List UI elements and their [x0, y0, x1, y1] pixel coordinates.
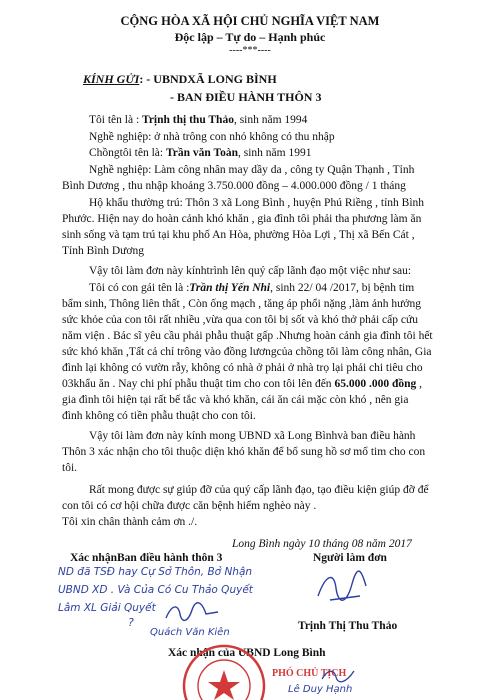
applicant-sign-name: Trịnh Thị Thu Thảo	[298, 620, 398, 632]
husband-occupation-l2: Bình Dương , thu nhập khoảng 3.750.000 đồng – 4.000.000 đồng / 1 tháng	[62, 180, 406, 192]
handwritten-note-l4: ?	[128, 616, 134, 629]
plea-l1: Vậy tôi làm đơn này kính mong UBND xã Long Bìnhvà ban điều hành	[89, 430, 416, 442]
official-signature-icon	[318, 665, 358, 685]
husband-name-line	[89, 147, 311, 159]
national-motto: Độc lập – Tự do – Hạnh phúc	[174, 30, 326, 44]
handwritten-note-l3: Lâm XL Giải Quyết	[58, 602, 156, 614]
handwritten-note-l2: UBND XD . Và Của Có Cu Thảo Quyết	[58, 584, 253, 596]
condition-l4: năm viện . Bác sĩ yêu cầu phải phẫu thuật gấp .Nhưng hoàn cảnh gia đình tôi hết	[62, 330, 433, 342]
applicant-label: Tôi tên là :	[89, 114, 143, 126]
village-confirm-title: Xác nhậnBan điều hành thôn 3	[70, 552, 223, 564]
addressee-label: KÍNH GỬI	[83, 72, 140, 86]
country-title: CỘNG HÒA XÃ HỘI CHỦ NGHĨA VIỆT NAM	[120, 14, 380, 28]
village-head-signature-icon	[162, 600, 222, 626]
hope-l1: Rất mong được sự giúp đỡ của quý cấp lãnh đạo, tạo điều kiện giúp đỡ để	[89, 484, 429, 496]
condition-l9: đình không có tiền phẫu thuật cho con tôi.	[62, 410, 256, 422]
addressee-ubnd: : - UBNDXÃ LONG BÌNH	[139, 72, 277, 86]
applicant-name-line	[89, 114, 307, 126]
surgery-cost: 65.000 .000 đồng	[334, 378, 417, 390]
husband-birth: , sinh năm 1991	[238, 147, 312, 159]
daughter-line	[89, 282, 414, 294]
residence-l2: Phước. Hiện nay do hoàn cảnh khó khăn , gia đình tôi phải tha phương làm ăn	[62, 213, 422, 225]
stamp-vice-chairman: PHÓ CHỦ TỊCH	[272, 668, 347, 679]
ubnd-confirm-title: Xác nhận của UBND Long Bình	[168, 647, 326, 659]
official-name: Lê Duy Hạnh	[288, 684, 353, 695]
date-line: Long Bình ngày 10 tháng 08 năm 2017	[232, 538, 412, 550]
husband-label: Chồngtôi tên là:	[89, 147, 166, 159]
condition-l2: bẩm sinh, Thông liên thất , Còn ống mạch , tăng áp phổi nặng ,làm ảnh hưởng	[62, 298, 421, 310]
husband-occupation-l1: Nghề nghiệp: Làm công nhân may dầy da , công ty Quận Thạnh , Tỉnh	[89, 164, 415, 176]
addressee-line-1	[83, 72, 277, 87]
cost-comma: ,	[416, 378, 422, 390]
residence-l3: sinh sống và tạm trú tại khu phố An Hòa, phường Hòa Lợi , Thị xã Bến Cát ,	[62, 229, 415, 241]
official-seal-icon	[178, 640, 270, 700]
cost-text: 03khẩu ăn . Nay chi phí phẫu thuật tim cho con tôi lên đến	[62, 378, 335, 390]
addressee-line-2: - BAN ĐIỀU HÀNH THÔN 3	[170, 90, 322, 104]
condition-l8: gia đình tôi hiện tại rất bế tắc và khó khăn, cái ăn cái mặc còn khó , nên gia	[62, 394, 409, 406]
condition-l5: sức khó khăn ,Tất cả chỉ trông vào đồng lươngcủa chồng tôi làm công nhân, Gia	[62, 346, 432, 358]
condition-l6: đình lại không có vườn rẫy, không có nhà ở phải ở nhà trọ lại phải chi tiêu cho	[62, 362, 423, 374]
plea-l2: Thôn 3 xác nhận cho tôi thuộc diện khó khăn để bổ sung hồ sơ mổ tim cho con	[62, 446, 426, 458]
applicant-birth: , sinh năm 1994	[233, 114, 308, 126]
plea-l3: tôi.	[62, 462, 78, 474]
daughter-birth: , sinh 22/ 04 /2017, bị bệnh tim	[270, 282, 415, 294]
thanks-line: Tôi xin chân thành cảm ơn ./.	[62, 516, 198, 528]
applicant-sign-title: Người làm đơn	[313, 552, 387, 564]
applicant-signature-icon	[312, 566, 372, 610]
hope-l2: con tôi có cơ hội chữa được căn bệnh hiểm nghèo này .	[62, 500, 317, 512]
residence-l4: Tỉnh Bình Dương	[62, 245, 144, 257]
daughter-name: Trần thị Yến Nhi	[189, 282, 271, 294]
request-intro: Vậy tôi làm đơn này kínhtrình lên quý cấp lãnh đạo một việc như sau:	[89, 265, 412, 277]
residence-l1: Hộ khẩu thường trú: Thôn 3 xã Long Bình , huyện Phú Riềng , tỉnh Bình	[89, 197, 425, 209]
daughter-label: Tôi có con gái tên là :	[89, 282, 190, 294]
husband-name: Trần văn Toàn	[165, 147, 238, 159]
condition-l3: sức khỏe của con tôi rất nhiều ,vừa qua con tôi bị sốt và khó thở phải cấp cứu	[62, 314, 418, 326]
handwritten-note-l1: ND đã TSĐ hay Cự Sở Thôn, Bở Nhận	[58, 566, 253, 578]
condition-l7	[62, 378, 422, 390]
applicant-occupation: Nghề nghiệp: ở nhà trông con nhỏ không có thu nhập	[89, 131, 335, 143]
village-head-name: Quách Văn Kiên	[150, 627, 230, 638]
header-stars: ----***----	[229, 45, 271, 56]
applicant-name: Trịnh thị thu Thảo	[142, 114, 234, 126]
